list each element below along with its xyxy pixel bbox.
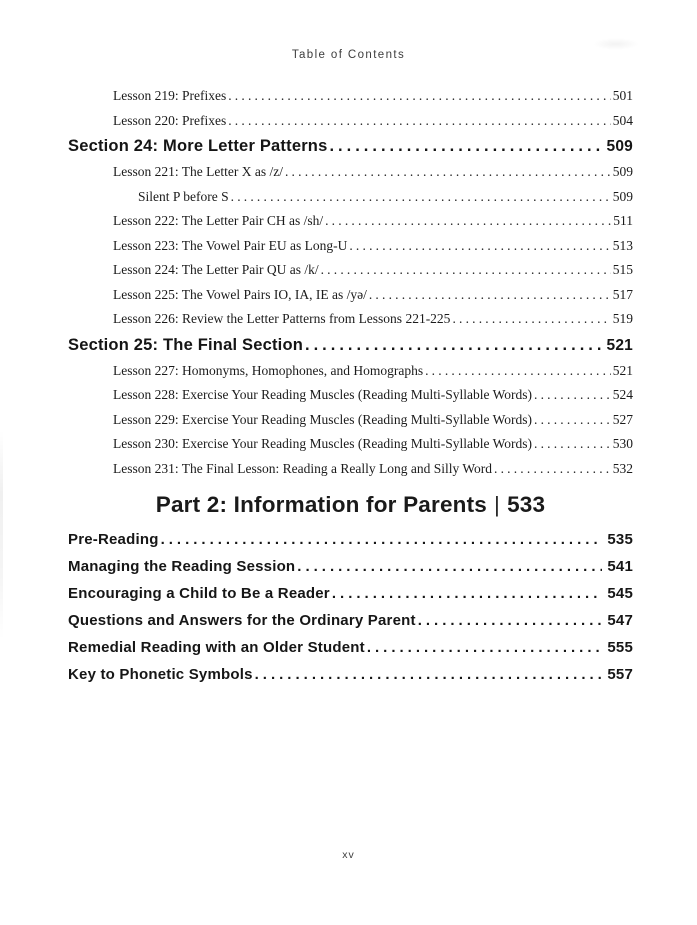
part2-page-separator: | xyxy=(494,492,501,517)
toc-entry-page: 532 xyxy=(612,460,633,476)
dot-leader xyxy=(228,112,611,129)
dot-leader xyxy=(452,310,610,327)
dot-leader xyxy=(349,237,610,254)
toc-list xyxy=(68,87,633,484)
toc-entry-page: 509 xyxy=(606,138,633,155)
toc-entry xyxy=(68,531,633,548)
toc-entry xyxy=(68,411,633,428)
toc-entry-label: Lesson 219: Prefixes xyxy=(113,88,227,103)
dot-leader xyxy=(534,386,611,403)
toc-entry-label: Lesson 227: Homonyms, Homophones, and Homographs xyxy=(113,362,424,378)
toc-entry-label: Key to Phonetic Symbols xyxy=(68,666,253,683)
dot-leader xyxy=(305,335,601,355)
toc-entry xyxy=(68,188,633,205)
dot-leader xyxy=(228,87,611,104)
dot-leader xyxy=(494,460,611,477)
dot-leader xyxy=(332,585,603,602)
dot-leader xyxy=(325,212,611,229)
toc-entry-page: 535 xyxy=(607,531,633,548)
dot-leader xyxy=(534,411,611,428)
toc-entry xyxy=(68,386,633,403)
toc-entry-page: 527 xyxy=(612,411,633,427)
toc-entry-label: Lesson 225: The Vowel Pairs IO, IA, IE as /yə/ xyxy=(113,286,367,302)
toc-entry-page: 524 xyxy=(612,387,633,402)
toc-entry-page: 555 xyxy=(607,639,633,656)
toc-entry-page: 501 xyxy=(612,88,633,103)
toc-entry-label: Pre-Reading xyxy=(68,531,159,548)
part2-title-text: Part 2: Information for Parents xyxy=(155,492,488,517)
dot-leader xyxy=(418,612,603,629)
toc-entry-page: 509 xyxy=(612,188,633,204)
toc-entry xyxy=(68,136,633,157)
toc-entry-label: Lesson 228: Exercise Your Reading Muscles (Reading Multi-Syllable Words) xyxy=(113,387,532,402)
toc-entry-label: Managing the Reading Session xyxy=(68,558,296,575)
part2-block xyxy=(68,491,633,693)
dot-leader xyxy=(329,136,600,156)
toc-entry xyxy=(68,87,633,104)
part2-title-page: 533 xyxy=(507,492,546,517)
toc-entry-page: 513 xyxy=(612,237,633,253)
dot-leader xyxy=(321,261,611,278)
toc-entry-page: 509 xyxy=(612,164,633,179)
toc-entry-label: Questions and Answers for the Ordinary Parent xyxy=(68,612,416,629)
toc-entry-label: Encouraging a Child to Be a Reader xyxy=(68,585,330,602)
dot-leader xyxy=(161,531,603,548)
toc-entry xyxy=(68,112,633,129)
toc-entry xyxy=(68,666,633,683)
toc-entry-label: Lesson 230: Exercise Your Reading Muscles (Reading Multi-Syllable Words) xyxy=(113,436,532,451)
toc-entry-page: 521 xyxy=(612,362,633,378)
toc-entry-label: Lesson 231: The Final Lesson: Reading a Really Long and Silly Word xyxy=(113,460,492,476)
toc-entry-label: Lesson 224: The Letter Pair QU as /k/ xyxy=(113,262,319,277)
scan-streak-left-edge xyxy=(0,430,3,640)
toc-entry-page: 515 xyxy=(612,262,633,277)
toc-entry xyxy=(68,335,633,356)
toc-entry xyxy=(68,212,633,229)
toc-entry xyxy=(68,237,633,254)
dot-leader xyxy=(534,435,611,452)
toc-entry-label: Silent P before S xyxy=(138,188,229,204)
toc-entry-label: Section 25: The Final Section xyxy=(68,335,304,354)
toc-entry xyxy=(68,558,633,575)
dot-leader xyxy=(231,188,611,205)
toc-entry xyxy=(68,261,633,278)
toc-entry-label: Lesson 223: The Vowel Pair EU as Long-U xyxy=(113,237,348,253)
part2-list xyxy=(68,531,633,683)
toc-entry-page: 557 xyxy=(607,666,633,683)
part2-title xyxy=(68,491,633,519)
toc-entry xyxy=(68,639,633,656)
toc-entry xyxy=(68,435,633,452)
toc-entry xyxy=(68,612,633,629)
toc-entry-page: 545 xyxy=(607,585,633,602)
page-number-footer: xv xyxy=(342,849,355,861)
toc-entry-label: Remedial Reading with an Older Student xyxy=(68,639,365,656)
toc-entry-label: Lesson 222: The Letter Pair CH as /sh/ xyxy=(113,213,324,228)
toc-entry-page: 547 xyxy=(607,612,633,629)
toc-entry-label: Section 24: More Letter Patterns xyxy=(68,137,328,155)
toc-entry-label: Lesson 226: Review the Letter Patterns from Lessons 221-225 xyxy=(113,311,451,326)
toc-entry-page: 504 xyxy=(612,112,633,128)
toc-entry xyxy=(68,585,633,602)
toc-entry-page: 541 xyxy=(607,558,633,575)
toc-entry-page: 519 xyxy=(612,311,633,326)
toc-entry xyxy=(68,362,633,379)
toc-entry-label: Lesson 220: Prefixes xyxy=(113,112,227,128)
dot-leader xyxy=(297,558,602,575)
toc-entry xyxy=(68,163,633,180)
toc-entry-label: Lesson 221: The Letter X as /z/ xyxy=(113,164,283,179)
dot-leader xyxy=(369,286,611,303)
dot-leader xyxy=(285,163,611,180)
dot-leader xyxy=(367,639,603,656)
toc-entry-page: 511 xyxy=(613,213,633,228)
toc-entry xyxy=(68,460,633,477)
toc-entry-page: 521 xyxy=(606,336,633,354)
dot-leader xyxy=(425,362,611,379)
dot-leader xyxy=(255,666,603,683)
toc-entry-label: Lesson 229: Exercise Your Reading Muscles (Reading Multi-Syllable Words) xyxy=(113,411,532,427)
toc-entry xyxy=(68,286,633,303)
toc-entry-page: 530 xyxy=(612,436,633,451)
toc-entry-page: 517 xyxy=(612,286,633,302)
page-header-title: Table of Contents xyxy=(291,49,406,61)
toc-entry xyxy=(68,310,633,327)
